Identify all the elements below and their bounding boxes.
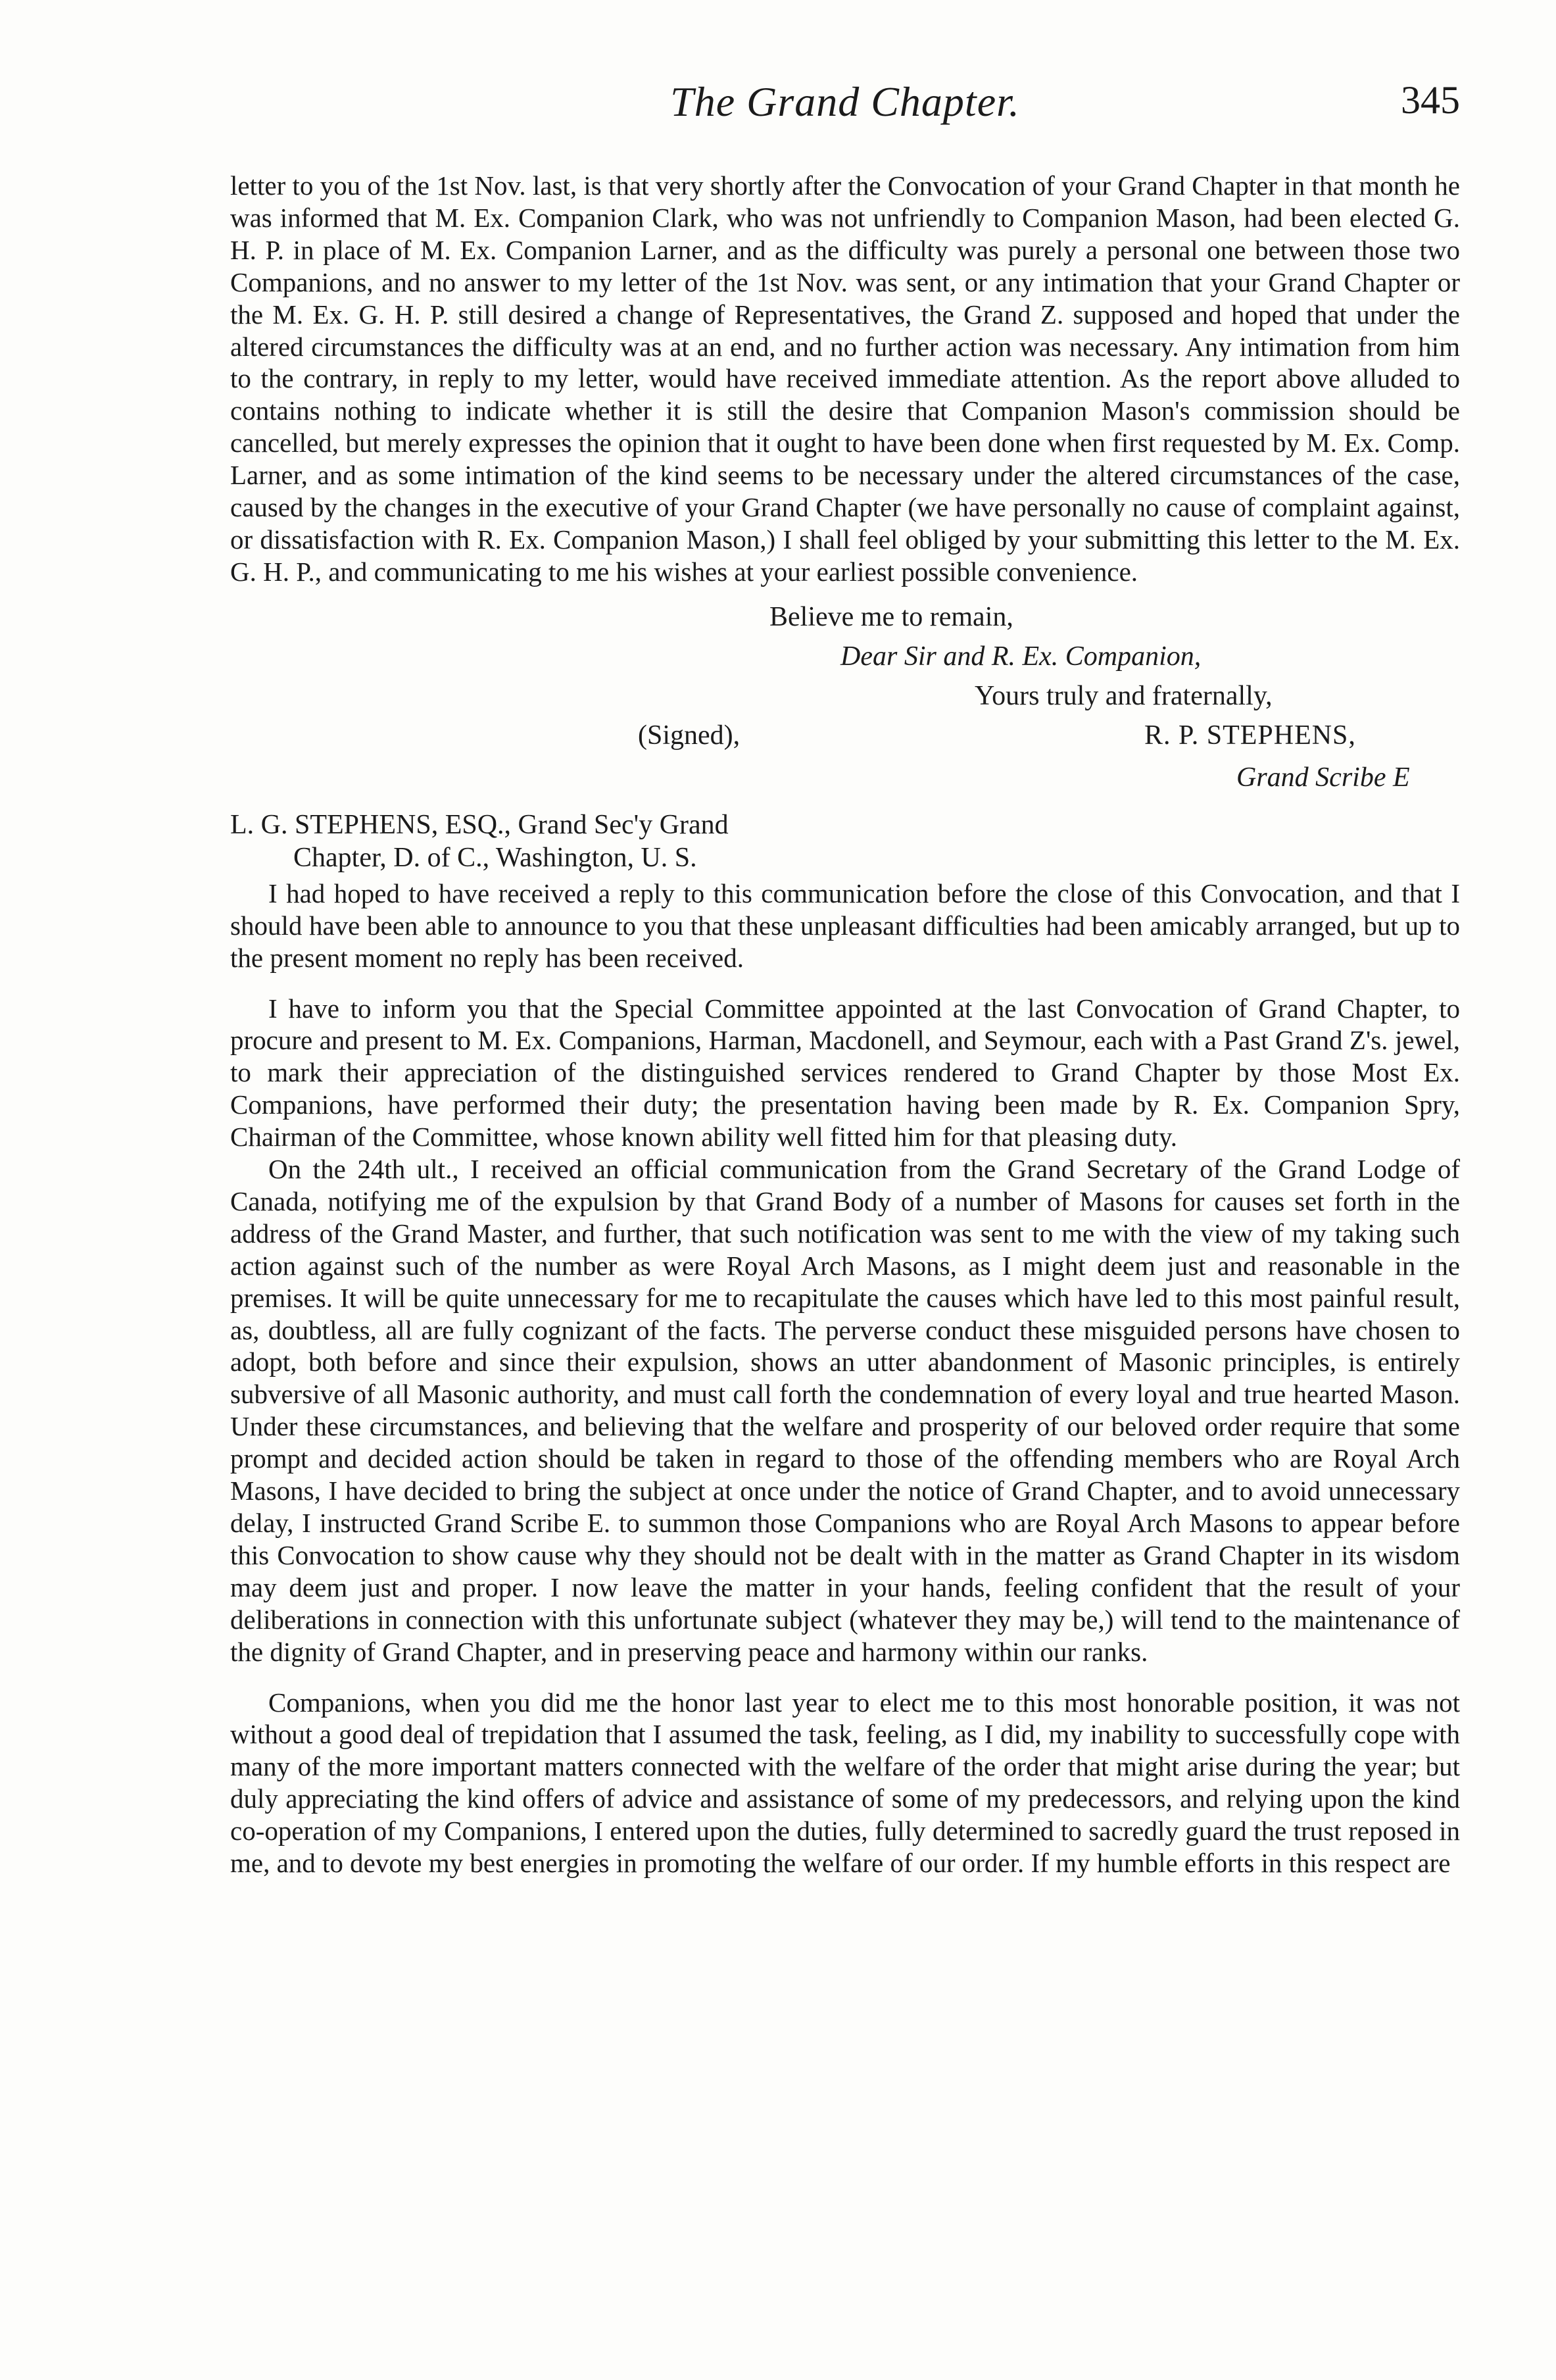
signer-name: R. P. STEPHENS, <box>1144 720 1356 751</box>
paragraph-letter-continued: letter to you of the 1st Nov. last, is that very shortly after the Convocation of your Grand Chapter in that month he was informed that M. Ex. Companion Clark, who was not unfriendly to Companion Mason, had been elected G. H. P. in place of M. Ex. Companion Larner, and as the difficulty was purely a personal one between those two Companions, and no answer to my letter of the 1st Nov. was sent, or any intimation that your Grand Chapter or the M. Ex. G. H. P. still desired a change of Representatives, the Grand Z. supposed and hoped that under the altered circumstances the difficulty was at an end, and no further action was necessary. Any intimation from him to the contrary, in reply to my letter, would have received immediate attention. As the report above alluded to contains nothing to indicate whether it is still the desire that Companion Mason's commission should be cancelled, but merely expresses the opinion that it ought to have been done when first requested by M. Ex. Comp. Larner, and as some intimation of the kind seems to be necessary under the altered circumstances of the case, caused by the changes in the executive of your Grand Chapter (we have personally no cause of complaint against, or dissatisfaction with R. Ex. Companion Mason,) I shall feel obliged by your submitting this letter to the M. Ex. G. H. P., and communicating to me his wishes at your earliest possible convenience. <box>230 170 1460 587</box>
signer-office: Grand Scribe E <box>1236 762 1410 793</box>
page-header <box>230 78 1460 137</box>
letter-signature-block <box>230 588 1460 878</box>
paragraph-address-conclusion: Companions, when you did me the honor last year to elect me to this most honorable position, it was not without a good deal of trepidation that I assumed the task, feeling, as I did, my inability to successfully cope with many of the more important matters connected with the welfare of the order that might arise during the year; but duly appreciating the kind offers of advice and assistance of some of my predecessors, and relying upon the kind co-operation of my Companions, I entered upon the duties, fully determined to sacredly guard the trust reposed in me, and to devote my best energies in promoting the welfare of our order. If my humble efforts in this respect are <box>230 1687 1460 1879</box>
signed-label: (Signed), <box>638 720 741 751</box>
paragraph-expulsion: On the 24th ult., I received an official communication from the Grand Secretary of the Grand Lodge of Canada, notifying me of the expulsion by that Grand Body of a number of Masons for causes set forth in the address of the Grand Master, and further, that such notification was sent to me with the view of my taking such action against such of the number as were Royal Arch Masons, as I might deem just and reasonable in the premises. It will be quite unnecessary for me to recapitulate the causes which have led to this most painful result, as, doubtless, all are fully cognizant of the facts. The perverse conduct these misguided persons have chosen to adopt, both before and since their expulsion, shows an utter abandonment of Masonic principles, is entirely subversive of all Masonic authority, and must call forth the condemnation of every loyal and true hearted Mason. Under these circumstances, and believing that the welfare and prosperity of our beloved order require that some prompt and decided action should be taken in regard to those of the offending members who are Royal Arch Masons, I have decided to bring the subject at once under the notice of Grand Chapter, and to avoid unnecessary delay, I instructed Grand Scribe E. to summon those Companions who are Royal Arch Masons to appear before this Convocation to show cause why they should not be dealt with in the matter as Grand Chapter in its wisdom may deem just and proper. I now leave the matter in your hands, feeling confident that the result of your deliberations in connection with this unfortunate subject (whatever they may be,) will tend to the maintenance of the dignity of Grand Chapter, and in preserving peace and harmony within our ranks. <box>230 1154 1460 1667</box>
running-title: The Grand Chapter. <box>670 78 1020 125</box>
letter-closing: Believe me to remain, <box>769 601 1013 632</box>
letter-valediction: Yours truly and fraternally, <box>975 680 1273 711</box>
addressee-line-2: Chapter, D. of C., Washington, U. S. <box>293 842 697 873</box>
addressee-line-1: L. G. STEPHENS, ESQ., Grand Sec'y Grand <box>230 809 729 840</box>
paragraph-reply-awaited: I had hoped to have received a reply to this communication before the close of this Convocation, and that I should have been able to announce to you that these unpleasant difficulties had been amicably arranged, but up to the present moment no reply has been received. <box>230 878 1460 973</box>
paragraph-committee-jewels: I have to inform you that the Special Committee appointed at the last Convocation of Grand Chapter, to procure and present to M. Ex. Companions, Harman, Macdonell, and Seymour, each with a Past Grand Z's. jewel, to mark their appreciation of the distinguished services rendered to Grand Chapter by those Most Ex. Companions, have performed their duty; the presentation having been made by R. Ex. Companion Spry, Chairman of the Committee, whose known ability well fitted him for that pleasing duty. <box>230 993 1460 1153</box>
page-number: 345 <box>1401 78 1460 122</box>
letter-salutation: Dear Sir and R. Ex. Companion, <box>840 641 1202 672</box>
page-body <box>230 170 1460 1879</box>
